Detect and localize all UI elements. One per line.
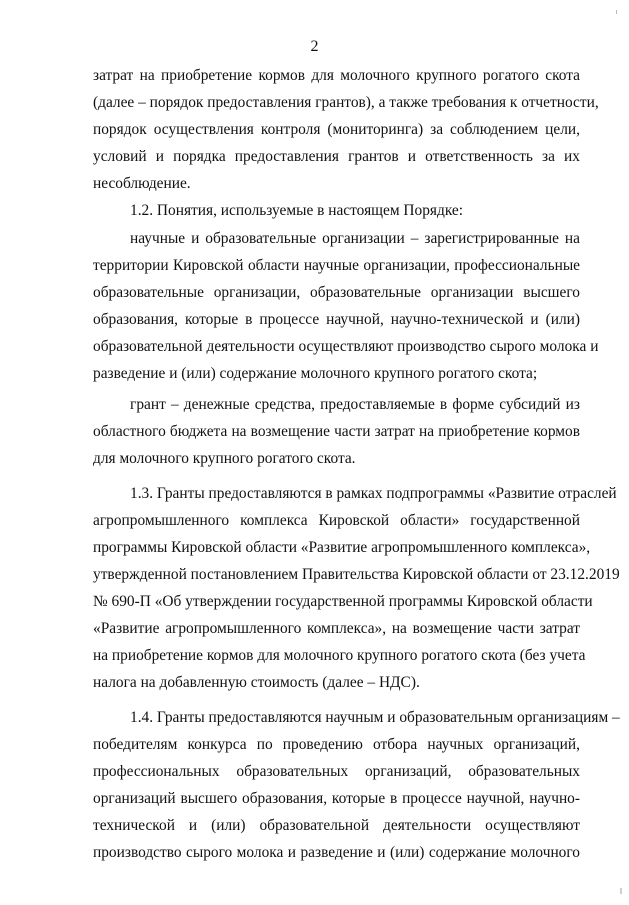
text-line: для молочного крупного рогатого скота. — [93, 450, 356, 467]
text-line: производство сырого молока и разведение и (или) содержание молочного — [93, 844, 580, 861]
scan-artifact-mark — [620, 888, 622, 894]
text-line: утвержденной постановлением Правительства Кировской области от 23.12.2019 — [93, 566, 620, 583]
text-line: технической и (или) образовательной деятельности осуществляют — [93, 817, 580, 834]
text-line: (далее – порядок предоставления грантов), а также требования к отчетности, — [93, 94, 599, 111]
text-line: несоблюдение. — [93, 175, 191, 192]
text-line: образования, которые в процессе научной, научно-технической и (или) — [93, 311, 580, 328]
text-line: организаций высшего образования, которые в процессе научной, научно- — [93, 790, 580, 807]
section-1-3-first-line: 1.3. Гранты предоставляются в рамках подпрограммы «Развитие отраслей — [130, 485, 617, 502]
section-heading-1-2: 1.2. Понятия, используемые в настоящем Порядке: — [130, 202, 464, 219]
text-line: порядок осуществления контроля (мониторинга) за соблюдением цели, — [93, 121, 580, 138]
text-line: образовательные организации, образовательные организации высшего — [93, 284, 580, 301]
text-line: условий и порядка предоставления грантов и ответственность за их — [93, 148, 580, 165]
text-line: программы Кировской области «Развитие агропромышленного комплекса», — [93, 539, 591, 556]
text-line: территории Кировской области научные организации, профессиональные — [93, 257, 580, 274]
text-line: затрат на приобретение кормов для молочного крупного рогатого скота — [93, 67, 580, 84]
text-line: областного бюджета на возмещение части затрат на приобретение кормов — [93, 423, 580, 440]
text-line: научные и образовательные организации – зарегистрированные на — [130, 230, 580, 247]
text-line: налога на добавленную стоимость (далее – НДС). — [93, 674, 420, 691]
text-line: агропромышленного комплекса Кировской области» государственной — [93, 512, 580, 529]
text-line: грант – денежные средства, предоставляемые в форме субсидий из — [130, 396, 580, 413]
text-line: победителям конкурса по проведению отбора научных организаций, — [93, 736, 580, 753]
text-line: разведение и (или) содержание молочного крупного рогатого скота; — [93, 365, 538, 382]
text-line: на приобретение кормов для молочного крупного рогатого скота (без учета — [93, 647, 586, 664]
text-line: № 690-П «Об утверждении государственной программы Кировской области — [93, 593, 593, 610]
text-line: образовательной деятельности осуществляют производство сырого молока и — [93, 338, 599, 355]
document-body — [93, 62, 620, 866]
scan-artifact-mark — [616, 10, 617, 14]
section-1-4-first-line: 1.4. Гранты предоставляются научным и образовательным организациям – — [130, 709, 620, 726]
text-line: профессиональных образовательных организаций, образовательных — [93, 763, 580, 780]
text-line: «Развитие агропромышленного комплекса», на возмещение части затрат — [93, 620, 580, 637]
page-number: 2 — [310, 38, 319, 55]
